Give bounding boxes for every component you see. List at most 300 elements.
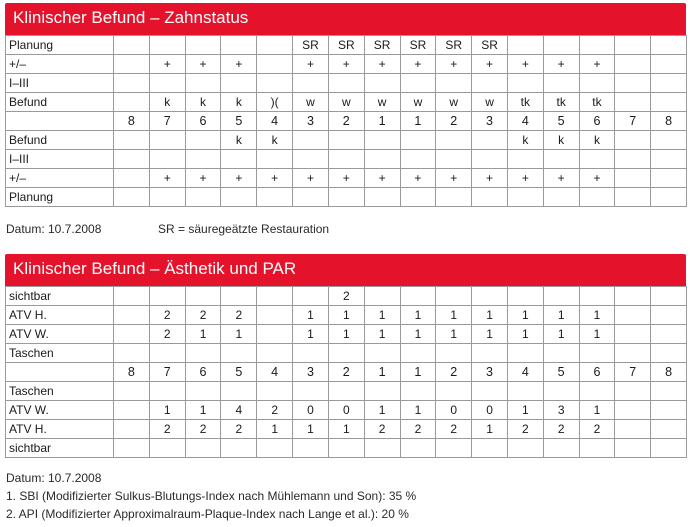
row-label [6, 112, 114, 131]
tooth-number-cell: 7 [615, 112, 651, 131]
table-cell [257, 188, 293, 207]
table-cell [293, 287, 329, 306]
table-cell: + [149, 169, 185, 188]
table-cell [328, 150, 364, 169]
table-cell [257, 382, 293, 401]
table-cell [364, 74, 400, 93]
table-cell: 1 [579, 306, 615, 325]
tooth-number-cell: 7 [615, 363, 651, 382]
table-cell: + [543, 55, 579, 74]
table-cell: 2 [364, 420, 400, 439]
table-cell [114, 36, 150, 55]
table-cell [221, 344, 257, 363]
table-cell [149, 74, 185, 93]
table-cell [651, 188, 687, 207]
row-label: I–III [6, 74, 114, 93]
table-cell [400, 439, 436, 458]
table-cell: + [293, 55, 329, 74]
tooth-number-cell: 5 [221, 112, 257, 131]
zahnstatus-table [5, 35, 687, 207]
table-cell [651, 131, 687, 150]
row-label: I–III [6, 150, 114, 169]
table-cell [257, 55, 293, 74]
table-cell [507, 439, 543, 458]
table-cell: tk [579, 93, 615, 112]
table-cell [615, 169, 651, 188]
tooth-number-cell: 6 [185, 363, 221, 382]
row-label: +/– [6, 55, 114, 74]
tooth-number-cell: 2 [328, 363, 364, 382]
row-label: Planung [6, 188, 114, 207]
table-cell: 2 [400, 420, 436, 439]
table-cell [185, 74, 221, 93]
aesthetik-par-title: Klinischer Befund – Ästhetik und PAR [5, 254, 686, 286]
table-cell: 1 [400, 306, 436, 325]
table-cell: k [221, 93, 257, 112]
tooth-number-cell: 4 [257, 363, 293, 382]
tooth-number-cell: 6 [579, 363, 615, 382]
table-cell [293, 74, 329, 93]
table-cell: + [507, 55, 543, 74]
table-cell [114, 420, 150, 439]
table-cell [651, 439, 687, 458]
tooth-number-cell: 3 [472, 112, 508, 131]
table-cell: + [293, 169, 329, 188]
table-cell: 1 [400, 401, 436, 420]
table-cell: + [579, 169, 615, 188]
table-cell: 1 [149, 401, 185, 420]
tooth-number-cell: 3 [293, 112, 329, 131]
table-cell [543, 150, 579, 169]
table-cell: 1 [400, 325, 436, 344]
tooth-number-cell: 8 [114, 112, 150, 131]
table-cell [615, 401, 651, 420]
tooth-number-cell: 5 [221, 363, 257, 382]
table-cell [651, 344, 687, 363]
table-row [6, 150, 687, 169]
table-cell [364, 150, 400, 169]
table-cell [615, 306, 651, 325]
table-cell [472, 287, 508, 306]
table-cell: 2 [221, 420, 257, 439]
table-cell: + [221, 55, 257, 74]
table-row [6, 287, 687, 306]
table-cell [651, 150, 687, 169]
table-row [6, 74, 687, 93]
table-cell [293, 382, 329, 401]
table-cell: 0 [328, 401, 364, 420]
table-row [6, 306, 687, 325]
table-cell [114, 131, 150, 150]
table-cell [221, 74, 257, 93]
table-cell [507, 382, 543, 401]
table-cell: 2 [185, 420, 221, 439]
table-cell [507, 150, 543, 169]
table-cell [149, 344, 185, 363]
tooth-number-cell: 1 [364, 363, 400, 382]
table-cell [400, 344, 436, 363]
row-label: ATV W. [6, 325, 114, 344]
table-cell [221, 439, 257, 458]
table-cell: 1 [436, 306, 472, 325]
table-cell [328, 382, 364, 401]
table-cell [436, 439, 472, 458]
table-cell: w [364, 93, 400, 112]
table-cell: tk [507, 93, 543, 112]
tooth-number-cell: 8 [651, 363, 687, 382]
table-cell: k [257, 131, 293, 150]
table-cell [472, 150, 508, 169]
row-label: Taschen [6, 344, 114, 363]
table-cell: w [400, 93, 436, 112]
table-cell [293, 188, 329, 207]
tooth-number-row [6, 112, 687, 131]
table-cell [114, 325, 150, 344]
table-cell: + [185, 55, 221, 74]
table-cell: 2 [579, 420, 615, 439]
row-label: Planung [6, 36, 114, 55]
table-cell: 1 [364, 325, 400, 344]
table-cell [114, 287, 150, 306]
table-cell [579, 150, 615, 169]
table-cell [114, 74, 150, 93]
table-cell [436, 382, 472, 401]
table-cell [436, 344, 472, 363]
table-cell [651, 420, 687, 439]
table-cell [185, 188, 221, 207]
table-cell: SR [364, 36, 400, 55]
table-cell [579, 439, 615, 458]
table-cell [507, 188, 543, 207]
table-cell [472, 439, 508, 458]
table-cell [185, 382, 221, 401]
table-cell [651, 93, 687, 112]
tooth-number-cell: 7 [149, 112, 185, 131]
table-cell: SR [472, 36, 508, 55]
table-cell [651, 325, 687, 344]
table-cell [400, 150, 436, 169]
table-cell: 3 [543, 401, 579, 420]
table-cell [651, 287, 687, 306]
table-cell [293, 344, 329, 363]
table-cell: 1 [293, 420, 329, 439]
table-cell [436, 287, 472, 306]
table-cell [543, 36, 579, 55]
tooth-number-cell: 5 [543, 363, 579, 382]
table-cell: + [364, 55, 400, 74]
table-cell: 2 [149, 325, 185, 344]
table-row [6, 439, 687, 458]
table-cell: w [293, 93, 329, 112]
tooth-number-cell: 5 [543, 112, 579, 131]
tooth-number-cell: 6 [185, 112, 221, 131]
table-row [6, 382, 687, 401]
table-cell: + [436, 55, 472, 74]
zahnstatus-section [5, 3, 686, 207]
aesthetik-par-date: Datum: 10.7.2008 [6, 471, 102, 485]
table-cell: + [400, 169, 436, 188]
tooth-number-cell: 2 [436, 363, 472, 382]
tooth-number-cell: 1 [400, 112, 436, 131]
table-cell [615, 287, 651, 306]
table-cell: + [185, 169, 221, 188]
table-cell [257, 344, 293, 363]
table-cell: + [472, 169, 508, 188]
table-cell [364, 287, 400, 306]
table-cell [114, 401, 150, 420]
table-cell: 1 [364, 306, 400, 325]
table-cell: + [579, 55, 615, 74]
tooth-number-cell: 4 [507, 363, 543, 382]
tooth-number-cell: 8 [114, 363, 150, 382]
table-cell [400, 287, 436, 306]
table-cell: 1 [221, 325, 257, 344]
table-cell: 1 [579, 325, 615, 344]
table-cell: 0 [472, 401, 508, 420]
table-cell [114, 55, 150, 74]
table-cell [400, 74, 436, 93]
sbi-footnote: 1. SBI (Modifizierter Sulkus-Blutungs-Index nach Mühlemann und Son): 35 % [6, 489, 417, 503]
table-cell: 2 [436, 420, 472, 439]
table-cell [579, 188, 615, 207]
table-cell [651, 306, 687, 325]
tooth-number-cell: 4 [507, 112, 543, 131]
tooth-number-cell: 2 [328, 112, 364, 131]
row-label: ATV H. [6, 306, 114, 325]
table-cell: 1 [507, 401, 543, 420]
table-cell [651, 169, 687, 188]
table-cell [579, 287, 615, 306]
table-row [6, 55, 687, 74]
tooth-number-cell: 3 [472, 363, 508, 382]
table-cell: 1 [257, 420, 293, 439]
table-cell: 1 [436, 325, 472, 344]
row-label [6, 363, 114, 382]
table-cell [328, 131, 364, 150]
table-cell [257, 439, 293, 458]
table-cell [293, 439, 329, 458]
table-cell [257, 74, 293, 93]
table-cell [615, 150, 651, 169]
row-label: sichtbar [6, 439, 114, 458]
table-cell [543, 439, 579, 458]
table-cell [615, 93, 651, 112]
table-cell [257, 306, 293, 325]
table-cell [543, 188, 579, 207]
table-cell [185, 131, 221, 150]
table-cell: + [543, 169, 579, 188]
table-cell [615, 382, 651, 401]
aesthetik-par-section [5, 254, 686, 458]
table-cell [579, 382, 615, 401]
table-cell [472, 74, 508, 93]
table-cell: SR [328, 36, 364, 55]
api-footnote: 2. API (Modifizierter Approximalraum-Plaque-Index nach Lange et al.): 20 % [6, 507, 409, 521]
table-cell [507, 344, 543, 363]
table-cell: )( [257, 93, 293, 112]
tooth-number-cell: 1 [400, 363, 436, 382]
table-cell [472, 131, 508, 150]
table-cell: + [400, 55, 436, 74]
table-cell [114, 439, 150, 458]
table-cell [615, 325, 651, 344]
table-cell: 1 [507, 325, 543, 344]
table-cell [615, 55, 651, 74]
table-cell [579, 36, 615, 55]
table-cell [364, 382, 400, 401]
table-row [6, 344, 687, 363]
table-cell: 2 [185, 306, 221, 325]
table-cell: 1 [472, 325, 508, 344]
row-label: Taschen [6, 382, 114, 401]
table-cell: 2 [221, 306, 257, 325]
table-cell [114, 150, 150, 169]
tooth-number-cell: 6 [579, 112, 615, 131]
table-cell [114, 306, 150, 325]
table-cell [651, 74, 687, 93]
zahnstatus-date: Datum: 10.7.2008 [6, 222, 102, 236]
table-cell: 1 [472, 420, 508, 439]
table-cell: + [328, 55, 364, 74]
table-cell: k [185, 93, 221, 112]
table-cell [257, 325, 293, 344]
table-cell: k [579, 131, 615, 150]
table-row [6, 325, 687, 344]
table-cell [472, 344, 508, 363]
table-cell [221, 36, 257, 55]
table-cell [615, 420, 651, 439]
table-row [6, 36, 687, 55]
table-cell [364, 188, 400, 207]
table-cell [579, 344, 615, 363]
table-cell: + [221, 169, 257, 188]
table-cell [328, 344, 364, 363]
table-cell [221, 287, 257, 306]
table-cell: 1 [328, 325, 364, 344]
table-cell: + [364, 169, 400, 188]
table-cell [400, 382, 436, 401]
table-cell [436, 150, 472, 169]
table-cell [364, 131, 400, 150]
table-cell [221, 150, 257, 169]
table-cell: 1 [543, 325, 579, 344]
table-cell: + [149, 55, 185, 74]
table-cell: k [543, 131, 579, 150]
row-label: ATV W. [6, 401, 114, 420]
table-cell: + [472, 55, 508, 74]
table-cell [185, 150, 221, 169]
table-cell [615, 188, 651, 207]
table-cell: k [149, 93, 185, 112]
row-label: sichtbar [6, 287, 114, 306]
table-cell [149, 287, 185, 306]
table-cell: 4 [221, 401, 257, 420]
table-cell [651, 36, 687, 55]
table-cell [543, 382, 579, 401]
table-cell [185, 439, 221, 458]
table-cell: tk [543, 93, 579, 112]
table-cell [257, 287, 293, 306]
table-cell: 1 [293, 325, 329, 344]
row-label: Befund [6, 131, 114, 150]
table-cell [185, 287, 221, 306]
tooth-number-row [6, 363, 687, 382]
table-cell [149, 36, 185, 55]
table-cell [507, 74, 543, 93]
row-label: +/– [6, 169, 114, 188]
table-cell [114, 169, 150, 188]
table-cell [579, 74, 615, 93]
tooth-number-cell: 4 [257, 112, 293, 131]
tooth-number-cell: 3 [293, 363, 329, 382]
table-cell: + [507, 169, 543, 188]
table-cell [364, 344, 400, 363]
table-cell [651, 401, 687, 420]
table-cell [221, 188, 257, 207]
table-cell: 2 [507, 420, 543, 439]
table-cell: SR [293, 36, 329, 55]
table-cell [149, 150, 185, 169]
table-cell [257, 36, 293, 55]
table-cell: 2 [543, 420, 579, 439]
row-label: ATV H. [6, 420, 114, 439]
table-cell: w [328, 93, 364, 112]
table-cell [651, 382, 687, 401]
table-cell: 1 [364, 401, 400, 420]
table-cell: 0 [293, 401, 329, 420]
table-cell [543, 287, 579, 306]
table-cell: 1 [472, 306, 508, 325]
table-cell: + [257, 169, 293, 188]
table-cell [114, 344, 150, 363]
table-cell [507, 287, 543, 306]
table-cell [436, 74, 472, 93]
aesthetik-par-table [5, 286, 687, 458]
table-cell [149, 131, 185, 150]
table-cell [149, 382, 185, 401]
table-cell [293, 150, 329, 169]
table-cell [114, 382, 150, 401]
table-cell [400, 131, 436, 150]
table-cell [436, 188, 472, 207]
table-cell [221, 382, 257, 401]
table-cell: SR [400, 36, 436, 55]
table-cell: 2 [149, 420, 185, 439]
table-cell: w [436, 93, 472, 112]
table-cell: 1 [507, 306, 543, 325]
table-cell [436, 131, 472, 150]
table-cell [615, 36, 651, 55]
table-cell [615, 74, 651, 93]
table-row [6, 131, 687, 150]
table-cell: 1 [328, 420, 364, 439]
table-cell [328, 188, 364, 207]
table-cell: 1 [579, 401, 615, 420]
table-cell [149, 188, 185, 207]
table-cell [507, 36, 543, 55]
table-cell: + [328, 169, 364, 188]
tooth-number-cell: 7 [149, 363, 185, 382]
table-cell [149, 439, 185, 458]
tooth-number-cell: 8 [651, 112, 687, 131]
table-cell: SR [436, 36, 472, 55]
zahnstatus-title: Klinischer Befund – Zahnstatus [5, 3, 686, 35]
table-cell [185, 36, 221, 55]
tooth-number-cell: 1 [364, 112, 400, 131]
table-cell [293, 131, 329, 150]
table-cell: 1 [543, 306, 579, 325]
table-cell: 1 [328, 306, 364, 325]
